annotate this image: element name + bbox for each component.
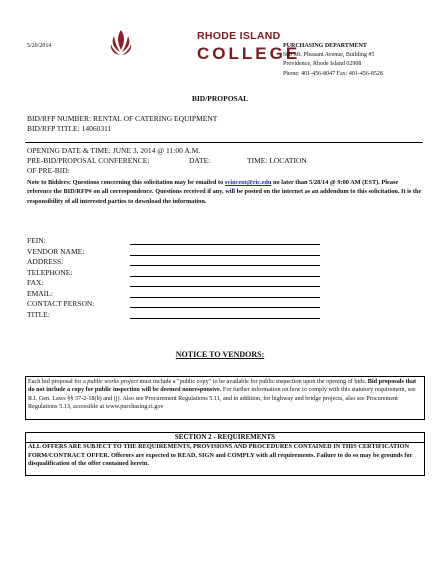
contact-person-field[interactable] xyxy=(130,307,320,308)
field-label: TITLE: xyxy=(27,309,50,319)
address-line-2: Providence, Rhode Island 02908 xyxy=(283,61,362,68)
field-label: CONTACT PERSON: xyxy=(27,299,95,308)
phone-fax: Phone: 401-456-8047 Fax: 401-456-8528 xyxy=(283,70,383,77)
field-label: FAX: xyxy=(27,278,44,287)
requirements-title: SECTION 2 - REQUIREMENTS xyxy=(26,433,424,443)
fax-field[interactable] xyxy=(130,286,320,287)
bid-proposal-title: BID/PROPOSAL xyxy=(191,94,249,103)
fein-field[interactable] xyxy=(130,244,320,245)
department-address xyxy=(283,42,383,79)
contact-email-link[interactable]: svincent@ric.edu xyxy=(224,179,272,186)
vendor-field-row xyxy=(27,299,94,310)
telephone-field[interactable] xyxy=(130,276,320,277)
rfp-title: BID/RFP TITLE: 14060311 xyxy=(27,124,112,133)
note-to-bidders: Note to Bidders: Questions concerning this solicitation may be emailed to svincent@ric.edu no later than 5/28/14 @ 9:00 AM (EST). Please reference the BID/RFP# on all correspondence. Questions received if any, will be posted on the internet as an addendum to this solicitation. It is the responsibility of all interested parties to download the information. xyxy=(27,179,422,205)
vendor-field-row xyxy=(27,268,94,279)
field-label: TELEPHONE: xyxy=(27,267,73,277)
college-name-top: RHODE ISLAND xyxy=(197,30,281,42)
vendor-form xyxy=(27,236,94,320)
field-label: EMAIL: xyxy=(27,288,53,298)
vendor-field-row xyxy=(27,289,94,300)
field-label: ADDRESS: xyxy=(27,257,64,266)
requirements-box xyxy=(25,432,425,476)
document-date: 5/20/2014 xyxy=(27,43,52,49)
college-logo-icon xyxy=(108,28,134,58)
time-location-label: TIME: LOCATION xyxy=(247,156,307,165)
email-field[interactable] xyxy=(130,297,320,298)
divider xyxy=(25,142,423,143)
field-label: VENDOR NAME: xyxy=(27,246,85,256)
vendor-field-row xyxy=(27,236,94,247)
notice-to-vendors-title: NOTICE TO VENDORS: xyxy=(175,350,265,359)
vendor-field-row xyxy=(27,257,94,268)
schedule-block xyxy=(27,146,307,176)
vendor-field-row xyxy=(27,247,94,258)
address-field[interactable] xyxy=(130,265,320,266)
conference-label: PRE-BID/PROPOSAL CONFERENCE: xyxy=(27,156,150,165)
date-label: DATE: xyxy=(189,156,211,165)
vendor-field-row xyxy=(27,278,94,289)
rfp-info xyxy=(27,114,217,134)
vendor-field-row xyxy=(27,310,94,321)
requirements-text: ALL OFFERS ARE SUBJECT TO THE REQUIREMENTS, PROVISIONS AND PROCEDURES CONTAINED IN THIS CERTIFICATION FORM/CONTRACT OFFER. Offerors are expected to READ, SIGN and COMPLY with all requirements. Failure to do so may be grounds for disqualification of the offer contained herein. xyxy=(28,443,413,468)
conference-row xyxy=(27,156,307,166)
department-name: PURCHASING DEPARTMENT xyxy=(283,43,367,49)
of-prebid-label: OF PRE-BID: xyxy=(27,166,70,175)
opening-date: OPENING DATE & TIME: JUNE 3, 2014 @ 11:00 A.M. xyxy=(27,146,201,155)
notice-box: Each bid proposal for a public works project must include a "public copy" to be available for public inspection upon the opening of bids. Bid proposals that do not include a copy for public inspection will be deemed nonresponsive. For further information on how to comply with this statutory requirement, see R.I. Gen. Laws §§ 37-2-18(b) and (j). Also see Procurement Regulations 5.11, and in addition, for highway and bridge projects, also see Procurement Regulations 5.13, accessible at www.purchasing.ri.gov xyxy=(25,376,425,420)
vendor-name-field[interactable] xyxy=(130,255,320,256)
field-label: FEIN: xyxy=(27,236,46,245)
college-name-bottom: COLLEGE xyxy=(197,44,301,63)
rfp-number: BID/RFP NUMBER: RENTAL OF CATERING EQUIPMENT xyxy=(27,114,218,123)
address-line-1: 600 Mt. Pleasant Avenue, Building #5 xyxy=(283,52,375,59)
title-field[interactable] xyxy=(130,318,320,319)
